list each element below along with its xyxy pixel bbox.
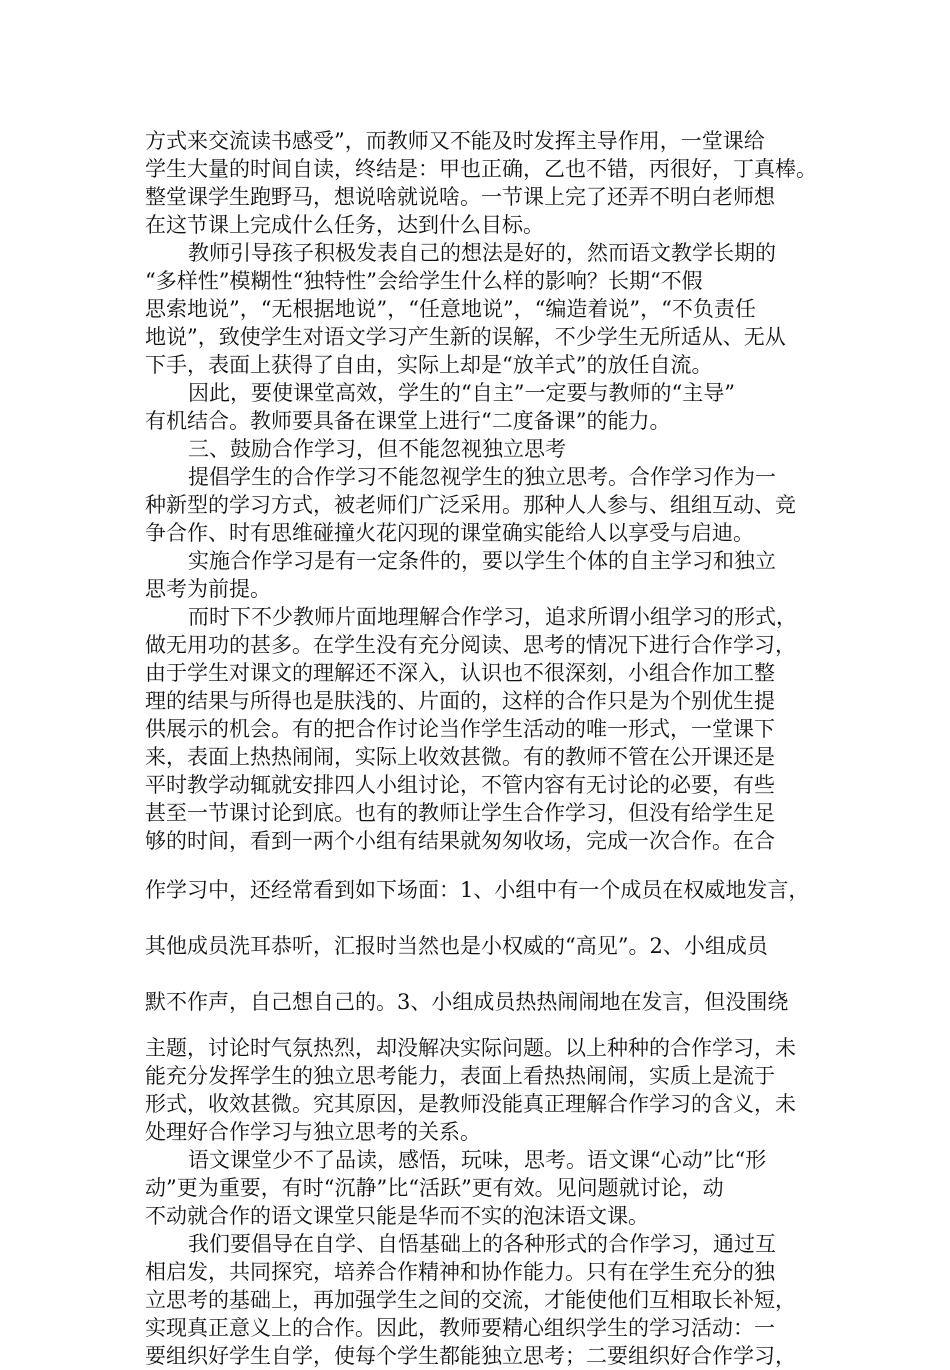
text-line: 甚至一节课讨论到底。也有的教师让学生合作学习，但没有给学生足 bbox=[145, 801, 775, 825]
text-line: 够的时间，看到一两个小组有结果就匆匆收场，完成一次合作。在合 bbox=[145, 829, 775, 853]
text-line: 在这节课上完成什么任务，达到什么目标。 bbox=[145, 213, 544, 237]
text-line: 默不作声，自己想自己的。3、小组成员热热闹闹地在发言，但没围绕 bbox=[145, 990, 789, 1014]
text-line: 形式，收效甚微。究其原因，是教师没能真正理解合作学习的含义，未 bbox=[145, 1092, 796, 1116]
text-line: 思考为前提。 bbox=[145, 577, 271, 601]
text-line: 能充分发挥学生的独立思考能力，表面上看热热闹闹，实质上是流于 bbox=[145, 1064, 775, 1088]
text-line: 方式来交流读书感受”，而教师又不能及时发挥主导作用，一堂课给 bbox=[145, 129, 765, 153]
text-line: 供展示的机会。有的把合作讨论当作学生活动的唯一形式，一堂课下 bbox=[145, 717, 775, 741]
text-line: 来，表面上热热闹闹，实际上收效甚微。有的教师不管在公开课还是 bbox=[145, 745, 775, 769]
paragraph-first-line: 语文课堂少不了品读，感悟，玩味，思考。语文课“心动”比“形 bbox=[188, 1148, 767, 1172]
text-line: 实现真正意义上的合作。因此，教师要精心组织学生的学习活动：一 bbox=[145, 1316, 775, 1340]
text-line: 要组织好学生自学，使每个学生都能独立思考；二要组织好合作学习， bbox=[145, 1344, 796, 1368]
text-line: 立思考的基础上，再加强学生之间的交流，才能使他们互相取长补短， bbox=[145, 1288, 796, 1312]
text-line: 种新型的学习方式，被老师们广泛采用。那种人人参与、组组互动、竞 bbox=[145, 493, 796, 517]
paragraph-first-line: 提倡学生的合作学习不能忽视学生的独立思考。合作学习作为一 bbox=[188, 465, 776, 489]
text-line: 整堂课学生跑野马，想说啥就说啥。一节课上完了还弄不明白老师想 bbox=[145, 185, 775, 209]
paragraph-first-line: 因此，要使课堂高效，学生的“自主”一定要与教师的“主导” bbox=[188, 381, 735, 405]
text-line: 下手，表面上获得了自由，实际上却是“放羊式”的放任自流。 bbox=[145, 353, 713, 377]
text-line: 思索地说”，“无根据地说”，“任意地说”，“编造着说”，“不负责任 bbox=[145, 297, 756, 321]
text-line: 其他成员洗耳恭听，汇报时当然也是小权威的“高见”。2、小组成员 bbox=[145, 934, 768, 958]
text-line: 有机结合。教师要具备在课堂上进行“二度备课”的能力。 bbox=[145, 409, 671, 433]
text-line: 处理好合作学习与独立思考的关系。 bbox=[145, 1120, 481, 1144]
text-line: 争合作、时有思维碰撞火花闪现的课堂确实能给人以享受与启迪。 bbox=[145, 521, 754, 545]
text-line: 做无用功的甚多。在学生没有充分阅读、思考的情况下进行合作学习， bbox=[145, 633, 796, 657]
paragraph-first-line: 教师引导孩子积极发表自己的想法是好的，然而语文教学长期的 bbox=[188, 241, 776, 265]
text-line: 学生大量的时间自读，终结是：甲也正确，乙也不错，丙很好，丁真棒。 bbox=[145, 157, 817, 181]
paragraph-first-line: 我们要倡导在自学、自悟基础上的各种形式的合作学习，通过互 bbox=[188, 1232, 776, 1256]
text-line: 平时教学动辄就安排四人小组讨论，不管内容有无讨论的必要，有些 bbox=[145, 773, 775, 797]
section-heading: 三、鼓励合作学习，但不能忽视独立思考 bbox=[188, 437, 566, 461]
text-line: 相启发，共同探究，培养合作精神和协作能力。只有在学生充分的独 bbox=[145, 1260, 775, 1284]
paragraph-first-line: 而时下不少教师片面地理解合作学习，追求所谓小组学习的形式， bbox=[188, 605, 797, 629]
paragraph-first-line: 实施合作学习是有一定条件的，要以学生个体的自主学习和独立 bbox=[188, 549, 776, 573]
text-line: 不动就合作的语文课堂只能是华而不实的泡沫语文课。 bbox=[145, 1204, 649, 1228]
text-line: 地说”，致使学生对语文学习产生新的误解，不少学生无所适从、无从 bbox=[145, 325, 786, 349]
text-line: 作学习中，还经常看到如下场面：1、小组中有一个成员在权威地发言， bbox=[145, 878, 810, 902]
text-line: “多样性”模糊性“独特性”会给学生什么样的影响？长期“不假 bbox=[145, 269, 703, 293]
text-line: 理的结果与所得也是肤浅的、片面的，这样的合作只是为个别优生提 bbox=[145, 689, 775, 713]
text-line: 由于学生对课文的理解还不深入，认识也不很深刻，小组合作加工整 bbox=[145, 661, 775, 685]
text-line: 动”更为重要，有时“沉静”比“活跃”更有效。见问题就讨论，动 bbox=[145, 1176, 724, 1200]
text-line: 主题，讨论时气氛热烈，却没解决实际问题。以上种种的合作学习，未 bbox=[145, 1036, 796, 1060]
